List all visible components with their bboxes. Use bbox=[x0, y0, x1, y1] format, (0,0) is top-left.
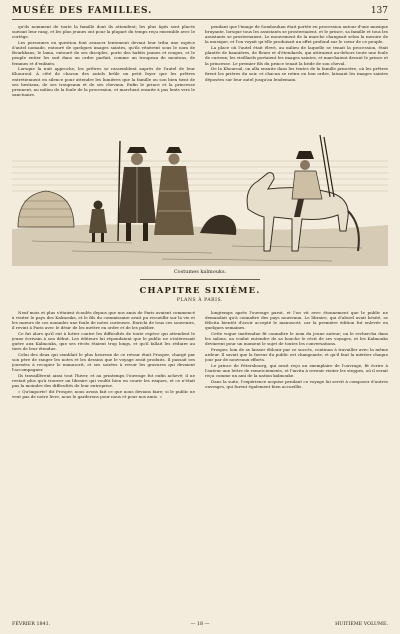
paragraph: pendant que l'image de Sombouhan était portée en procession autour d'une musique bruyante, lorsque tous les assistants se prosternaient, et le prince, sa famille et tous les assistants se prosternaient. Le mouvement de la marche changeait selon la mesure de la musique, et l'on voyait qu'elle produisait un effet profond sur le cœur de ce peuple. bbox=[205, 24, 388, 45]
paragraph: Neuf mois et plus s'étaient écoulés depuis que nos amis de Paris avaient commencé à visiter le pays des Kalmouks, et le fils du commissaire avait pu recueillir sur la vie et les mœurs de ces nomades une foule de notes curieuses. Enrichi de tous ces souvenirs, il revint à Paris avec le désir de les mettre en ordre et de les publier. bbox=[12, 309, 195, 331]
chapter-title: CHAPITRE SIXIÈME. bbox=[139, 285, 261, 296]
paragraph: Celui des deux qui semblait le plus heureux de ce retour était Prosper, chargé par son père de ranger les notes et les dessins que le voyage avait produits. Il passait ses journées à recopier le manuscrit, et ses soirées à revoir les gravures qui devaient l'accompagner. bbox=[12, 351, 195, 373]
paragraph: La place où l'autel était élevé, au milieu de laquelle se tenait la procession, était plantée de bannières, de fleurs et d'étendards, qui attiraient au-dehors toute une foule de curieux; les vieillards portaient les images saintes, et marchaient devant le prince et la princesse. Le premier fils du prince tenait la bride de son cheval. bbox=[205, 45, 388, 66]
page-number: 137 bbox=[370, 6, 388, 16]
kalmyk-costumes-engraving bbox=[12, 101, 388, 266]
top-columns bbox=[12, 24, 388, 98]
paragraph: Prosper, loin de se laisser éblouir par ce succès, continua à travailler avec la même ardeur. Il savait que la faveur du public est changeante, et qu'il faut la mériter chaque jour par de nouveaux efforts. bbox=[205, 346, 388, 363]
issue-date: FÉVRIER 1841. bbox=[12, 622, 51, 627]
bottom-left-column bbox=[12, 310, 195, 547]
chapter-subtitle: PLANS À PARIS. bbox=[176, 297, 224, 303]
paragraph: De la Khouroul, on alla ensuite dans les tentes de la famille princière, où les prêtres firent les prières du soir, et chacun se retira en bon ordre, laissant les images saintes déposées sur leur autel jusqu'au lendemain. bbox=[205, 66, 388, 82]
paragraph: Ils travaillèrent ainsi tout l'hiver, et au printemps l'ouvrage fut enfin achevé; il ne restait plus qu'à trouver un libraire qui voulût bien en courir les risques, et ce n'était pas la moindre des difficultés de leur entreprise. bbox=[12, 373, 195, 389]
engraving-illustration bbox=[12, 101, 388, 266]
paragraph: Les personnes en question font avancer lentement devant leur tribu une espèce d'autel nomade, entouré de quelques images saintes, qu'ils vénèrent sous le nom de Bourkhans; le lama, entouré de ses disciples, porte des habits jaunes et rouges, et le peuple entier les suit dans un ordre parfait, comme un troupeau de moutons, de femmes et d'enfants. bbox=[12, 39, 195, 66]
bottom-right-column bbox=[205, 310, 388, 547]
sheet-number: — 18 — bbox=[190, 622, 210, 627]
paragraph: Dans la suite, l'expérience acquise pendant ce voyage lui servit à composer d'autres ouvrages, qui furent également bien accueillis. bbox=[205, 378, 388, 389]
paragraph: Lorsque la nuit approche, les prêtres se rassemblent auprès de l'autel de leur Khouroul. À côté de chacun des autels brûle un petit foyer que les prêtres entretiennent en silence pour attendre les lumières que la famille ou son bien tient de ses bestiaux, de ses troupeaux et de ses chevaux. Enfin le prince et la princesse prennent, au milieu de la foule de la procession, et marchent ensuite à pas lents vers le sanctuaire. bbox=[12, 66, 195, 98]
paragraph: « Qu'importe! dit Prosper, nous avons fait ce que nous devions faire; si le public ne veut pas de notre livre, nous le garderons pour nous et pour nos amis. » bbox=[12, 389, 195, 400]
bottom-columns bbox=[12, 310, 388, 547]
paragraph: Ce fut alors qu'il eut à lutter contre les difficultés de toute espèce qui attendent le jeune écrivain à son début. Les éditeurs lui répondaient que le public ne s'intéressait guère aux Kalmouks, que ses récits étaient trop longs, et qu'il fallait les réduire au tiers de leur étendue. bbox=[12, 330, 195, 352]
top-right-column bbox=[205, 24, 388, 98]
page-footer bbox=[12, 622, 388, 628]
paragraph: Cette vogue inattendue fit connaître le nom du jeune auteur; on le rechercha dans les salons, on voulut entendre de sa bouche le récit de ses voyages, et les Kalmouks devinrent pour un moment le sujet de toutes les conversations. bbox=[205, 330, 388, 347]
paragraph: longtemps après l'ouvrage parut, et l'on vit avec étonnement que le public ne demandait qu'à connaître des pays nouveaux. Le libraire, qui d'abord avait hésité, se félicita bientôt d'avoir accepté le manuscrit, car la première édition fut enlevée en quelques semaines. bbox=[205, 309, 388, 331]
running-header bbox=[12, 6, 388, 20]
figure-caption: Costumes kalmouks. bbox=[173, 268, 227, 275]
paragraph: qu'ils nomment de toute la famille dont ils attendent; les plus âgés sont placés suivant leur rang, et les plus jeunes ont pour la plupart du temps reçu ensemble avec le cortège. bbox=[12, 24, 195, 40]
divider-rule bbox=[140, 279, 260, 280]
standing-woman-figure bbox=[154, 147, 194, 235]
paragraph: Le prince de Pétersbourg, qui avait reçu un exemplaire de l'ouvrage, fit écrire à l'auteur une lettre de remerciements, et l'invita à revenir visiter les steppes, où il serait reçu comme un ami de la nation kalmouke. bbox=[205, 362, 388, 379]
volume-label: HUITIÈME VOLUME. bbox=[335, 622, 388, 627]
top-left-column bbox=[12, 24, 195, 98]
journal-title: MUSÉE DES FAMILLES. bbox=[12, 6, 153, 16]
